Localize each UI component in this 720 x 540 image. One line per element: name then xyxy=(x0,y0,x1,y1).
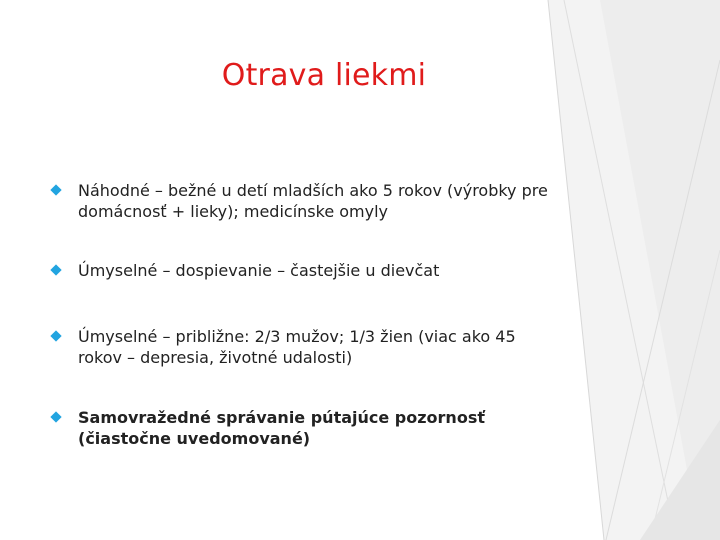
diamond-icon xyxy=(50,411,61,422)
diamond-icon xyxy=(50,264,61,275)
diamond-icon xyxy=(50,184,61,195)
bullet-item-intentional-adults xyxy=(48,326,548,368)
bullet-text: Náhodné – bežné u detí mladších ako 5 rokov (výrobky pre domácnosť + lieky); medicínske omyly xyxy=(78,181,548,221)
bullet-text: Úmyselné – dospievanie – častejšie u dievčat xyxy=(78,261,440,280)
bullet-text: Samovražedné správanie pútajúce pozornosť (čiastočne uvedomované) xyxy=(78,408,485,448)
bullet-text: Úmyselné – približne: 2/3 mužov; 1/3 žien (viac ako 45 rokov – depresia, životné udalosti) xyxy=(78,327,516,367)
bullet-item-accidental xyxy=(48,180,548,222)
bullet-item-attention-seeking xyxy=(48,407,548,449)
diamond-icon xyxy=(50,330,61,341)
slide-title: Otrava liekmi xyxy=(221,58,427,93)
bullet-item-intentional-adolescence xyxy=(48,260,439,281)
